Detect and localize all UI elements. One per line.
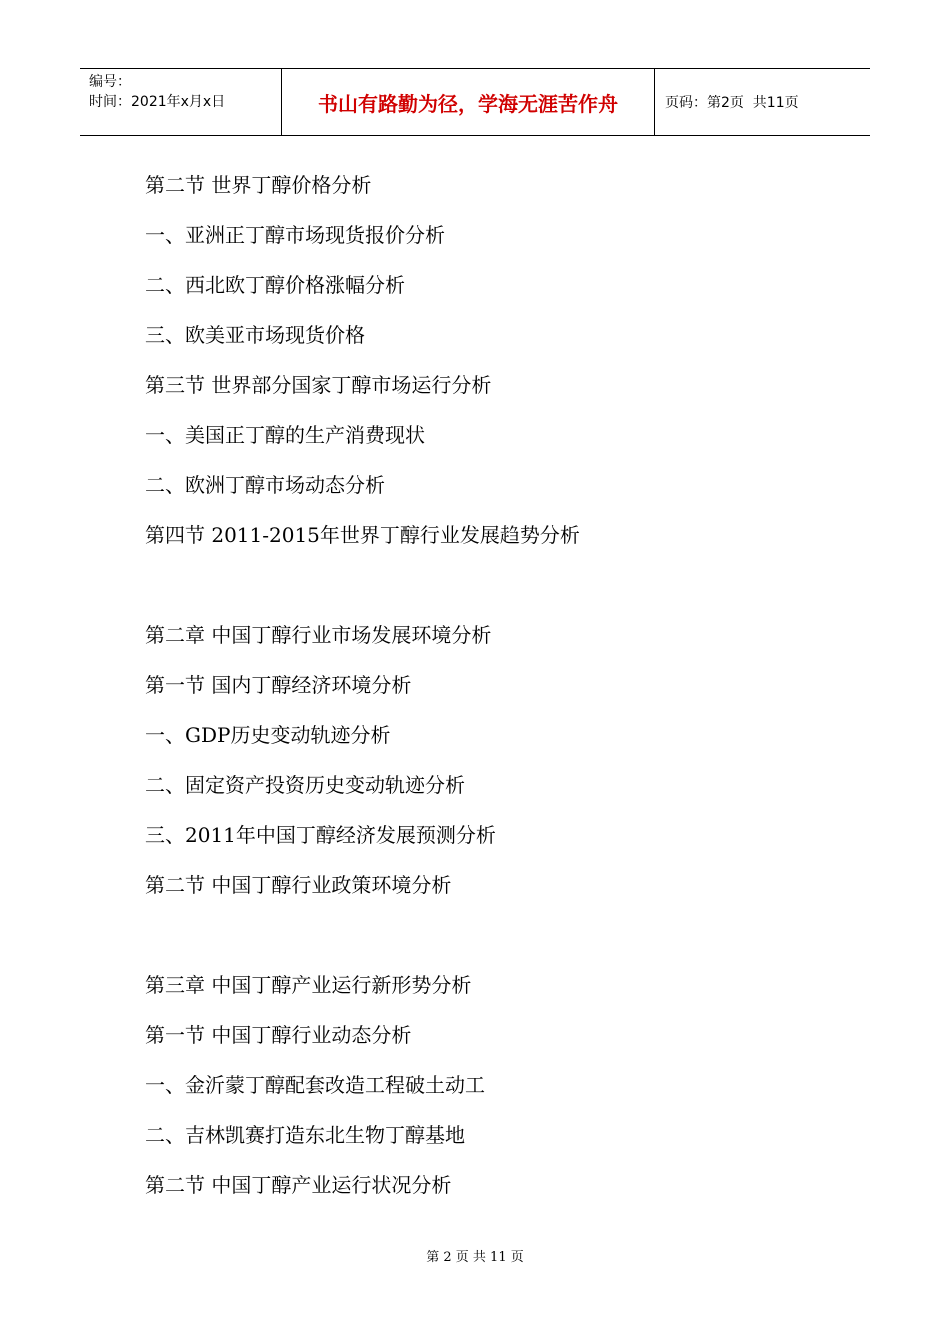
toc-line: 一、GDP历史变动轨迹分析	[145, 723, 391, 747]
toc-line: 二、固定资产投资历史变动轨迹分析	[145, 773, 465, 797]
toc-line: 第二节 中国丁醇行业政策环境分析	[145, 873, 452, 897]
page-footer: 第 2 页 共 11 页	[426, 1250, 524, 1265]
header-motto: 书山有路勤为径，学海无涯苦作舟	[318, 91, 618, 116]
toc-line: 一、美国正丁醇的生产消费现状	[145, 423, 425, 447]
toc-line: 第一节 国内丁醇经济环境分析	[145, 673, 412, 697]
toc-spacer	[145, 560, 865, 610]
toc-line: 第四节 2011-2015年世界丁醇行业发展趋势分析	[145, 523, 580, 547]
document-time-label: 时间：2021年x月x日	[89, 94, 226, 110]
table-of-contents	[145, 160, 865, 1210]
page-header	[80, 68, 870, 136]
header-page-cell	[655, 69, 870, 135]
toc-line: 二、欧洲丁醇市场动态分析	[145, 473, 385, 497]
toc-line: 三、2011年中国丁醇经济发展预测分析	[145, 823, 496, 847]
toc-line: 三、欧美亚市场现货价格	[145, 323, 365, 347]
header-meta-cell	[80, 69, 282, 135]
toc-spacer	[145, 910, 865, 960]
document-number-label: 编号：	[89, 74, 131, 90]
toc-line: 第一节 中国丁醇行业动态分析	[145, 1023, 412, 1047]
toc-line: 二、吉林凯赛打造东北生物丁醇基地	[145, 1123, 465, 1147]
toc-line: 一、亚洲正丁醇市场现货报价分析	[145, 223, 445, 247]
toc-line: 一、金沂蒙丁醇配套改造工程破土动工	[145, 1073, 485, 1097]
header-motto-cell	[282, 69, 655, 135]
toc-line: 二、西北欧丁醇价格涨幅分析	[145, 273, 405, 297]
toc-line: 第二节 世界丁醇价格分析	[145, 173, 372, 197]
toc-line: 第三节 世界部分国家丁醇市场运行分析	[145, 373, 492, 397]
toc-line: 第二节 中国丁醇产业运行状况分析	[145, 1173, 452, 1197]
toc-line: 第三章 中国丁醇产业运行新形势分析	[145, 973, 472, 997]
header-page-info: 页码：第2页 共11页	[665, 95, 799, 111]
toc-line: 第二章 中国丁醇行业市场发展环境分析	[145, 623, 492, 647]
